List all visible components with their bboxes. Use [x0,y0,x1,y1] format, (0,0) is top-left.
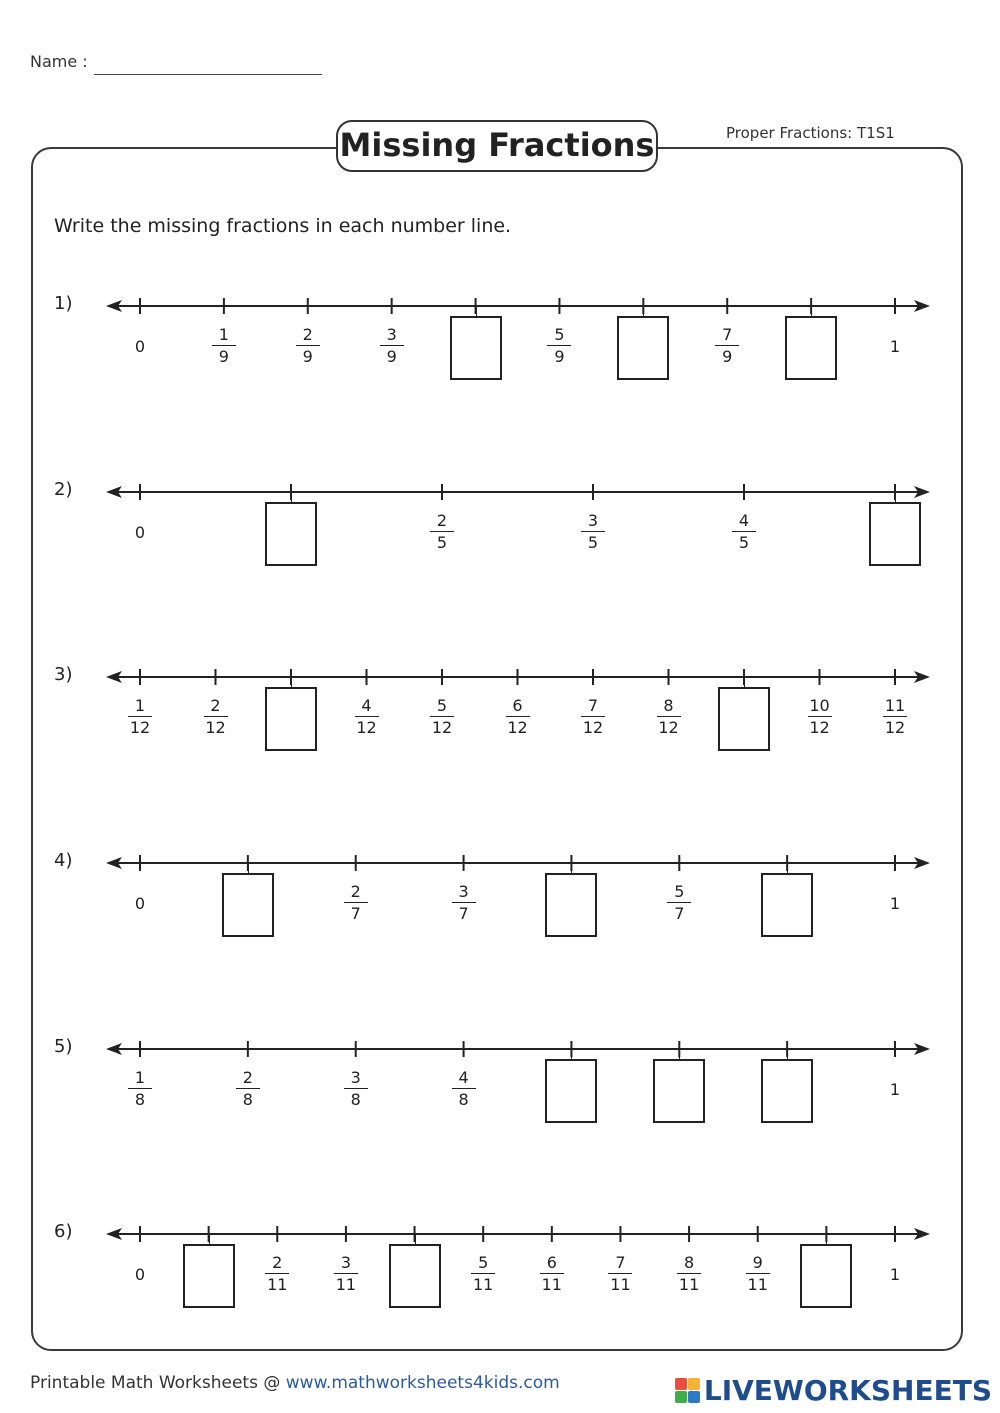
answer-box[interactable] [869,502,921,566]
fraction-numerator: 3 [334,1253,358,1274]
fraction-denominator: 11 [335,1275,357,1294]
fraction-label [875,696,915,737]
question-number: 1) [54,293,73,314]
tick-label: 0 [134,894,146,913]
number-line-2 [0,479,1000,592]
answer-box[interactable] [265,502,317,566]
fraction-numerator: 7 [715,325,739,346]
fraction-label [120,1068,160,1109]
number-line-axis [0,667,1000,687]
answer-box[interactable] [222,873,274,937]
answer-box[interactable] [389,1244,441,1308]
fraction-label [649,696,689,737]
answer-box[interactable] [785,316,837,380]
number-line-6 [0,1221,1000,1334]
question-number: 2) [54,479,73,500]
fraction-numerator: 3 [581,511,605,532]
fraction-numerator: 5 [667,882,691,903]
fraction-label [659,882,699,923]
fraction-denominator: 9 [386,347,397,366]
answer-box[interactable] [183,1244,235,1308]
answer-box[interactable] [800,1244,852,1308]
fraction-label [498,696,538,737]
question-number: 5) [54,1036,73,1057]
fraction-label [204,325,244,366]
fraction-denominator: 5 [587,533,599,552]
answer-box[interactable] [450,316,502,380]
fraction-numerator: 1 [212,325,236,346]
fraction-label [539,325,579,366]
page-title: Missing Fractions [336,120,658,172]
fraction-denominator: 7 [674,904,685,923]
fraction-numerator: 2 [265,1253,289,1274]
brand-logo-square [688,1378,700,1390]
fraction-denominator: 12 [129,718,151,737]
brand-icon [675,1378,700,1403]
fraction-denominator: 12 [356,718,377,737]
footer-credit [30,1373,560,1393]
fraction-numerator: 10 [809,696,830,715]
fraction-denominator: 11 [541,1275,562,1294]
answer-box[interactable] [718,687,770,751]
fraction-label [444,882,484,923]
fraction-label [288,325,328,366]
number-line-1 [0,293,1000,406]
number-line-axis [0,1224,1000,1244]
fraction-label [738,1253,778,1294]
fraction-label [347,696,387,737]
brand-logo-square [675,1378,687,1390]
fraction-label [422,511,462,552]
footer-prefix: Printable Math Worksheets @ [30,1373,286,1393]
fraction-denominator: 9 [302,347,313,366]
fraction-denominator: 12 [507,718,528,737]
number-line-4 [0,850,1000,963]
fraction-numerator: 1 [128,696,152,717]
worksheet-code: Proper Fractions: T1S1 [726,124,895,142]
fraction-numerator: 9 [746,1253,770,1274]
fraction-numerator: 2 [296,325,320,346]
fraction-numerator: 7 [581,696,605,717]
brand-logo [675,1374,992,1407]
fraction-label [463,1253,503,1294]
fraction-numerator: 2 [430,511,454,532]
fraction-numerator: 6 [506,696,530,717]
question-number: 4) [54,850,73,871]
fraction-denominator: 12 [431,718,453,737]
fraction-denominator: 12 [809,718,830,737]
tick-label: 0 [134,523,146,542]
fraction-denominator: 12 [205,718,226,737]
fraction-numerator: 2 [204,696,228,717]
fraction-label [573,511,613,552]
fraction-denominator: 12 [658,718,679,737]
fraction-numerator: 3 [452,882,476,903]
number-line-3 [0,664,1000,777]
tick-label: 0 [134,1265,146,1284]
question-number: 3) [54,664,73,685]
fraction-numerator: 8 [677,1253,701,1274]
answer-box[interactable] [545,873,597,937]
fraction-label [336,882,376,923]
fraction-denominator: 8 [242,1090,253,1109]
answer-box[interactable] [653,1059,705,1123]
answer-box[interactable] [617,316,669,380]
fraction-label [573,696,613,737]
brand-logo-square [675,1391,687,1403]
fraction-numerator: 2 [236,1068,260,1089]
number-line-axis [0,1039,1000,1059]
fraction-label [600,1253,640,1294]
fraction-label [372,325,412,366]
brand-logo-square [688,1391,700,1403]
fraction-numerator: 5 [547,325,571,346]
fraction-denominator: 9 [722,347,733,366]
fraction-denominator: 7 [350,904,361,923]
brand-name: LIVEWORKSHEETS [703,1374,992,1407]
fraction-label [724,511,764,552]
fraction-label [444,1068,484,1109]
fraction-numerator: 1 [128,1068,152,1089]
fraction-numerator: 5 [430,696,454,717]
fraction-denominator: 5 [436,533,448,552]
fraction-numerator: 2 [344,882,368,903]
fraction-denominator: 11 [610,1275,631,1294]
fraction-numerator: 4 [452,1068,476,1089]
fraction-denominator: 9 [218,347,229,366]
fraction-numerator: 11 [884,696,906,715]
fraction-numerator: 5 [471,1253,495,1274]
number-line-axis [0,482,1000,502]
fraction-denominator: 12 [884,718,906,737]
fraction-numerator: 4 [355,696,379,717]
fraction-numerator: 4 [732,511,756,532]
fraction-denominator: 9 [554,347,565,366]
name-input-line[interactable] [94,74,322,75]
fraction-label [336,1068,376,1109]
tick-label: 1 [889,1080,901,1099]
tick-label: 1 [889,337,901,356]
number-line-5 [0,1036,1000,1149]
fraction-numerator: 8 [657,696,681,717]
fraction-denominator: 8 [350,1090,361,1109]
fraction-denominator: 7 [458,904,469,923]
answer-box[interactable] [761,1059,813,1123]
fraction-label [669,1253,709,1294]
tick-label: 1 [889,1265,901,1284]
name-label: Name : [30,52,88,71]
fraction-numerator: 3 [380,325,404,346]
fraction-label [532,1253,572,1294]
answer-box[interactable] [545,1059,597,1123]
fraction-label [196,696,236,737]
fraction-label [120,696,160,737]
question-number: 6) [54,1221,73,1242]
fraction-label [800,696,840,737]
fraction-label [707,325,747,366]
fraction-denominator: 11 [267,1275,288,1294]
instructions: Write the missing fractions in each number line. [54,215,512,237]
fraction-denominator: 8 [134,1090,146,1109]
tick-label: 0 [134,337,146,356]
answer-box[interactable] [761,873,813,937]
number-line-axis [0,296,1000,316]
fraction-denominator: 8 [458,1090,469,1109]
number-line-axis [0,853,1000,873]
fraction-label [257,1253,297,1294]
fraction-label [228,1068,268,1109]
fraction-denominator: 11 [747,1275,768,1294]
fraction-denominator: 5 [738,533,750,552]
fraction-numerator: 7 [608,1253,632,1274]
fraction-denominator: 11 [472,1275,494,1294]
fraction-label [422,696,462,737]
tick-label: 1 [889,894,901,913]
fraction-numerator: 6 [540,1253,564,1274]
footer-site-link[interactable]: www.mathworksheets4kids.com [285,1373,560,1393]
fraction-numerator: 3 [344,1068,368,1089]
fraction-denominator: 12 [582,718,604,737]
answer-box[interactable] [265,687,317,751]
fraction-denominator: 11 [678,1275,700,1294]
fraction-label [326,1253,366,1294]
